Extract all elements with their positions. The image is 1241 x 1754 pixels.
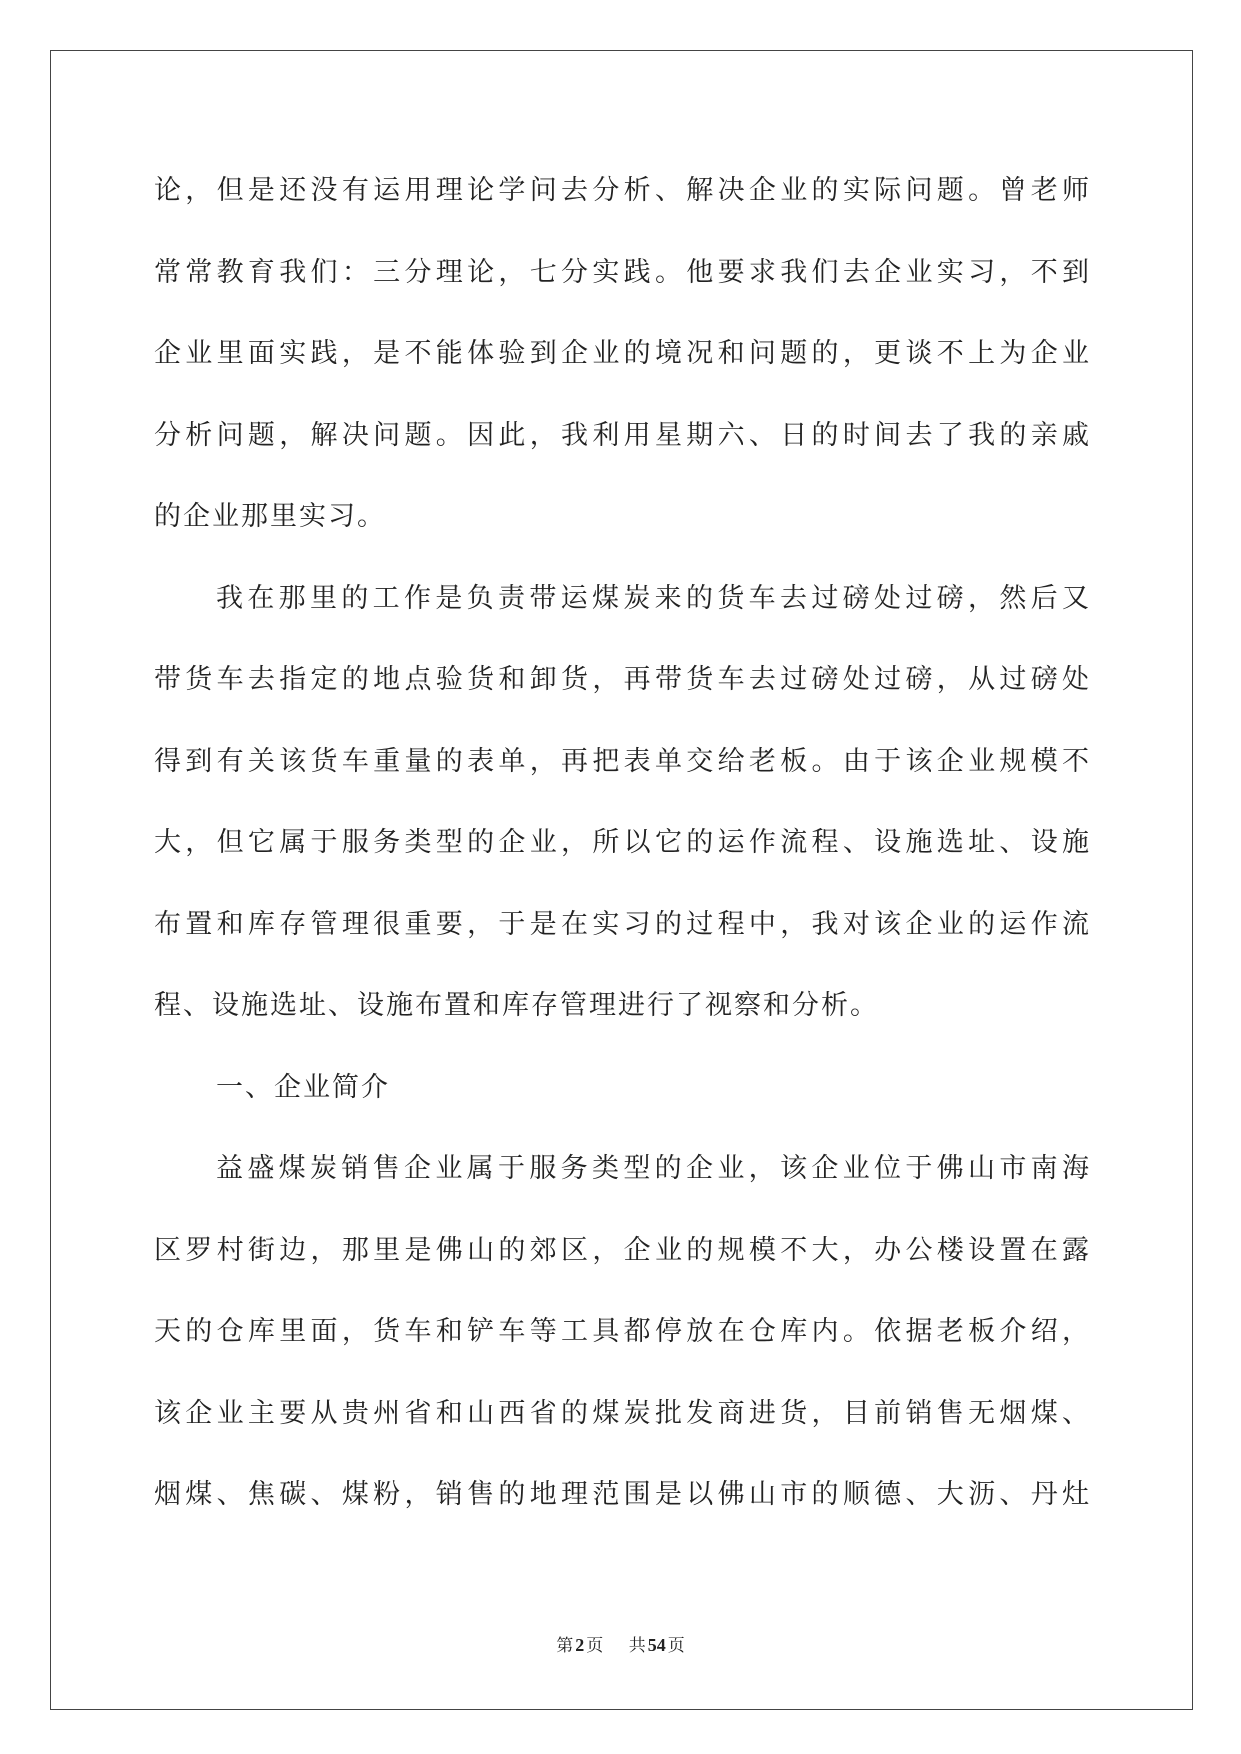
text-line: 企业里面实践，是不能体验到企业的境况和问题的，更谈不上为企业 bbox=[154, 338, 1091, 369]
text-line: 我在那里的工作是负责带运煤炭来的货车去过磅处过磅，然后又 bbox=[216, 582, 1091, 614]
text-line: 区罗村街边，那里是佛山的郊区，企业的规模不大，办公楼设置在露 bbox=[154, 1234, 1091, 1266]
text-line: 常常教育我们：三分理论，七分实践。他要求我们去企业实习，不到 bbox=[154, 256, 1091, 288]
total-pages-indicator bbox=[629, 1636, 685, 1656]
text-line: 该企业主要从贵州省和山西省的煤炭批发商进货，目前销售无烟煤、 bbox=[154, 1397, 1091, 1429]
text-line: 论，但是还没有运用理论学问去分析、解决企业的实际问题。曾老师 bbox=[154, 175, 1091, 206]
text-line: 带货车去指定的地点验货和卸货，再带货车去过磅处过磅，从过磅处 bbox=[154, 664, 1091, 695]
paragraph bbox=[154, 558, 1091, 1047]
text-line: 程、设施选址、设施布置和库存管理进行了视察和分析。 bbox=[154, 990, 879, 1021]
text-line: 益盛煤炭销售企业属于服务类型的企业，该企业位于佛山市南海 bbox=[216, 1153, 1091, 1184]
paragraph bbox=[154, 1128, 1091, 1536]
current-page-number: 2 bbox=[575, 1635, 585, 1655]
total-page-number: 54 bbox=[647, 1635, 666, 1655]
text-line: 烟煤、焦碳、煤粉，销售的地理范围是以佛山市的顺德、大沥、丹灶 bbox=[154, 1479, 1091, 1510]
section-heading: 一、企业简介 bbox=[216, 1071, 390, 1103]
page-suffix: 页 bbox=[586, 1636, 604, 1656]
text-line: 分析问题，解决问题。因此，我利用星期六、日的时间去了我的亲戚 bbox=[154, 419, 1091, 451]
page-prefix: 第 bbox=[556, 1636, 574, 1656]
text-line: 布置和库存管理很重要，于是在实习的过程中，我对该企业的运作流 bbox=[154, 908, 1091, 940]
text-line: 的企业那里实习。 bbox=[154, 501, 386, 532]
page-footer bbox=[0, 1634, 1241, 1656]
document-body bbox=[154, 150, 1091, 1536]
page-indicator bbox=[556, 1636, 608, 1656]
paragraph bbox=[154, 150, 1091, 558]
text-line: 得到有关该货车重量的表单，再把表单交给老板。由于该企业规模不 bbox=[154, 745, 1091, 777]
total-suffix: 页 bbox=[667, 1636, 685, 1656]
text-line: 大，但它属于服务类型的企业，所以它的运作流程、设施选址、设施 bbox=[154, 827, 1091, 858]
total-prefix: 共 bbox=[628, 1636, 646, 1656]
text-line: 天的仓库里面，货车和铲车等工具都停放在仓库内。依据老板介绍， bbox=[154, 1316, 1091, 1347]
